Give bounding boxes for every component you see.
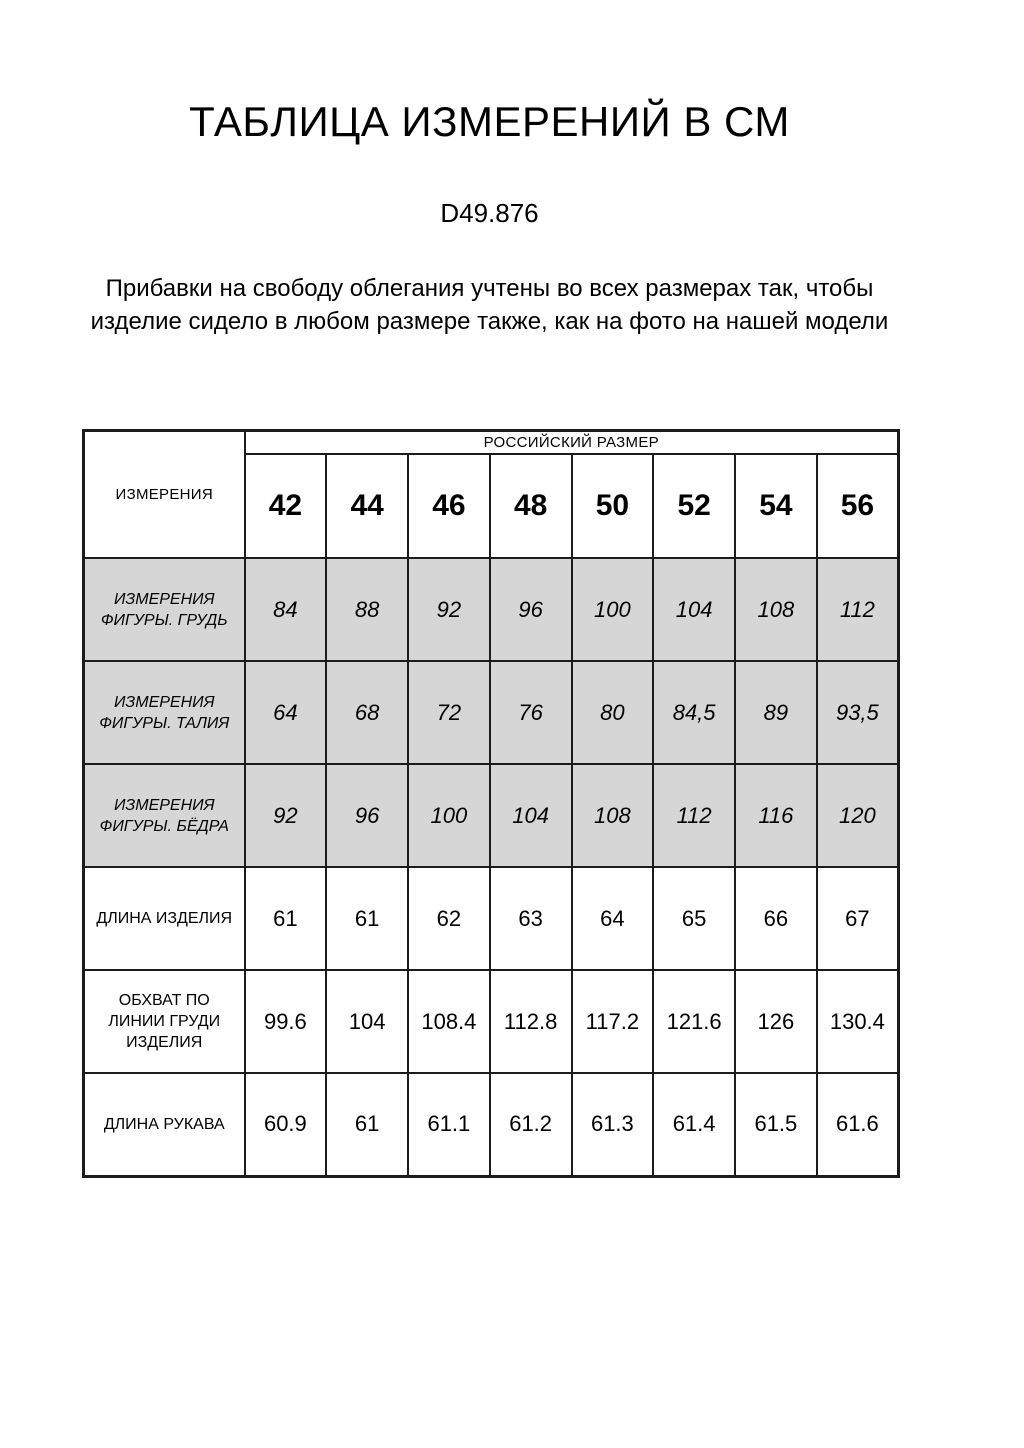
measurement-cell: 80 bbox=[572, 661, 654, 764]
measurement-cell: 104 bbox=[490, 764, 572, 867]
measurement-cell: 60.9 bbox=[245, 1073, 327, 1176]
measurement-cell: 112 bbox=[817, 558, 899, 661]
table-row bbox=[84, 558, 899, 661]
size-column-header: 54 bbox=[735, 454, 817, 558]
measurement-cell: 61 bbox=[326, 1073, 408, 1176]
measurement-cell: 92 bbox=[245, 764, 327, 867]
measurement-cell: 61.4 bbox=[653, 1073, 735, 1176]
row-label: ИЗМЕРЕНИЯ ФИГУРЫ. ГРУДЬ bbox=[84, 558, 245, 661]
size-column-header: 52 bbox=[653, 454, 735, 558]
measurement-cell: 76 bbox=[490, 661, 572, 764]
measurement-cell: 66 bbox=[735, 867, 817, 970]
measurement-cell: 67 bbox=[817, 867, 899, 970]
measurement-cell: 61.3 bbox=[572, 1073, 654, 1176]
measurement-cell: 104 bbox=[326, 970, 408, 1073]
row-label: ДЛИНА РУКАВА bbox=[84, 1073, 245, 1176]
table-row bbox=[84, 970, 899, 1073]
russian-size-header: РОССИЙСКИЙ РАЗМЕР bbox=[245, 431, 899, 455]
measurement-cell: 104 bbox=[653, 558, 735, 661]
measurement-cell: 89 bbox=[735, 661, 817, 764]
fit-note: Прибавки на свободу облегания учтены во всех размерах так, чтобы изделие сидело в любом размере также, как на фото на нашей модели bbox=[90, 275, 889, 335]
measurement-cell: 61.1 bbox=[408, 1073, 490, 1176]
table-row bbox=[84, 867, 899, 970]
row-label: ДЛИНА ИЗДЕЛИЯ bbox=[84, 867, 245, 970]
measurement-cell: 61.2 bbox=[490, 1073, 572, 1176]
table-row bbox=[84, 661, 899, 764]
measurement-cell: 108 bbox=[735, 558, 817, 661]
measurement-cell: 117.2 bbox=[572, 970, 654, 1073]
measurement-cell: 116 bbox=[735, 764, 817, 867]
measurement-cell: 88 bbox=[326, 558, 408, 661]
measurement-cell: 84,5 bbox=[653, 661, 735, 764]
measurements-header: ИЗМЕРЕНИЯ bbox=[84, 431, 245, 559]
measurement-cell: 96 bbox=[490, 558, 572, 661]
measurement-cell: 130.4 bbox=[817, 970, 899, 1073]
size-table bbox=[82, 429, 900, 1178]
measurement-cell: 99.6 bbox=[245, 970, 327, 1073]
measurement-cell: 108 bbox=[572, 764, 654, 867]
size-column-header: 48 bbox=[490, 454, 572, 558]
measurement-cell: 68 bbox=[326, 661, 408, 764]
size-column-header: 42 bbox=[245, 454, 327, 558]
measurement-cell: 64 bbox=[572, 867, 654, 970]
measurement-cell: 108.4 bbox=[408, 970, 490, 1073]
measurement-cell: 126 bbox=[735, 970, 817, 1073]
measurement-cell: 65 bbox=[653, 867, 735, 970]
measurement-cell: 92 bbox=[408, 558, 490, 661]
row-label: ИЗМЕРЕНИЯ ФИГУРЫ. БЁДРА bbox=[84, 764, 245, 867]
measurement-cell: 93,5 bbox=[817, 661, 899, 764]
measurement-cell: 100 bbox=[572, 558, 654, 661]
measurement-cell: 61.6 bbox=[817, 1073, 899, 1176]
measurement-cell: 96 bbox=[326, 764, 408, 867]
measurement-cell: 120 bbox=[817, 764, 899, 867]
document-content bbox=[82, 98, 897, 1178]
model-code: D49.876 bbox=[440, 198, 539, 228]
measurement-cell: 61.5 bbox=[735, 1073, 817, 1176]
row-label: ОБХВАТ ПО ЛИНИИ ГРУДИ ИЗДЕЛИЯ bbox=[84, 970, 245, 1073]
measurement-cell: 112.8 bbox=[490, 970, 572, 1073]
measurement-cell: 121.6 bbox=[653, 970, 735, 1073]
size-column-header: 50 bbox=[572, 454, 654, 558]
size-column-header: 46 bbox=[408, 454, 490, 558]
measurement-cell: 84 bbox=[245, 558, 327, 661]
measurement-cell: 63 bbox=[490, 867, 572, 970]
measurement-cell: 100 bbox=[408, 764, 490, 867]
page-title: ТАБЛИЦА ИЗМЕРЕНИЙ В СМ bbox=[189, 98, 790, 145]
measurement-cell: 72 bbox=[408, 661, 490, 764]
measurement-cell: 112 bbox=[653, 764, 735, 867]
size-band-row bbox=[84, 431, 899, 455]
measurement-cell: 61 bbox=[326, 867, 408, 970]
measurement-cell: 61 bbox=[245, 867, 327, 970]
table-row bbox=[84, 1073, 899, 1176]
size-column-header: 44 bbox=[326, 454, 408, 558]
size-column-header: 56 bbox=[817, 454, 899, 558]
measurement-cell: 64 bbox=[245, 661, 327, 764]
measurement-cell: 62 bbox=[408, 867, 490, 970]
row-label: ИЗМЕРЕНИЯ ФИГУРЫ. ТАЛИЯ bbox=[84, 661, 245, 764]
table-row bbox=[84, 764, 899, 867]
